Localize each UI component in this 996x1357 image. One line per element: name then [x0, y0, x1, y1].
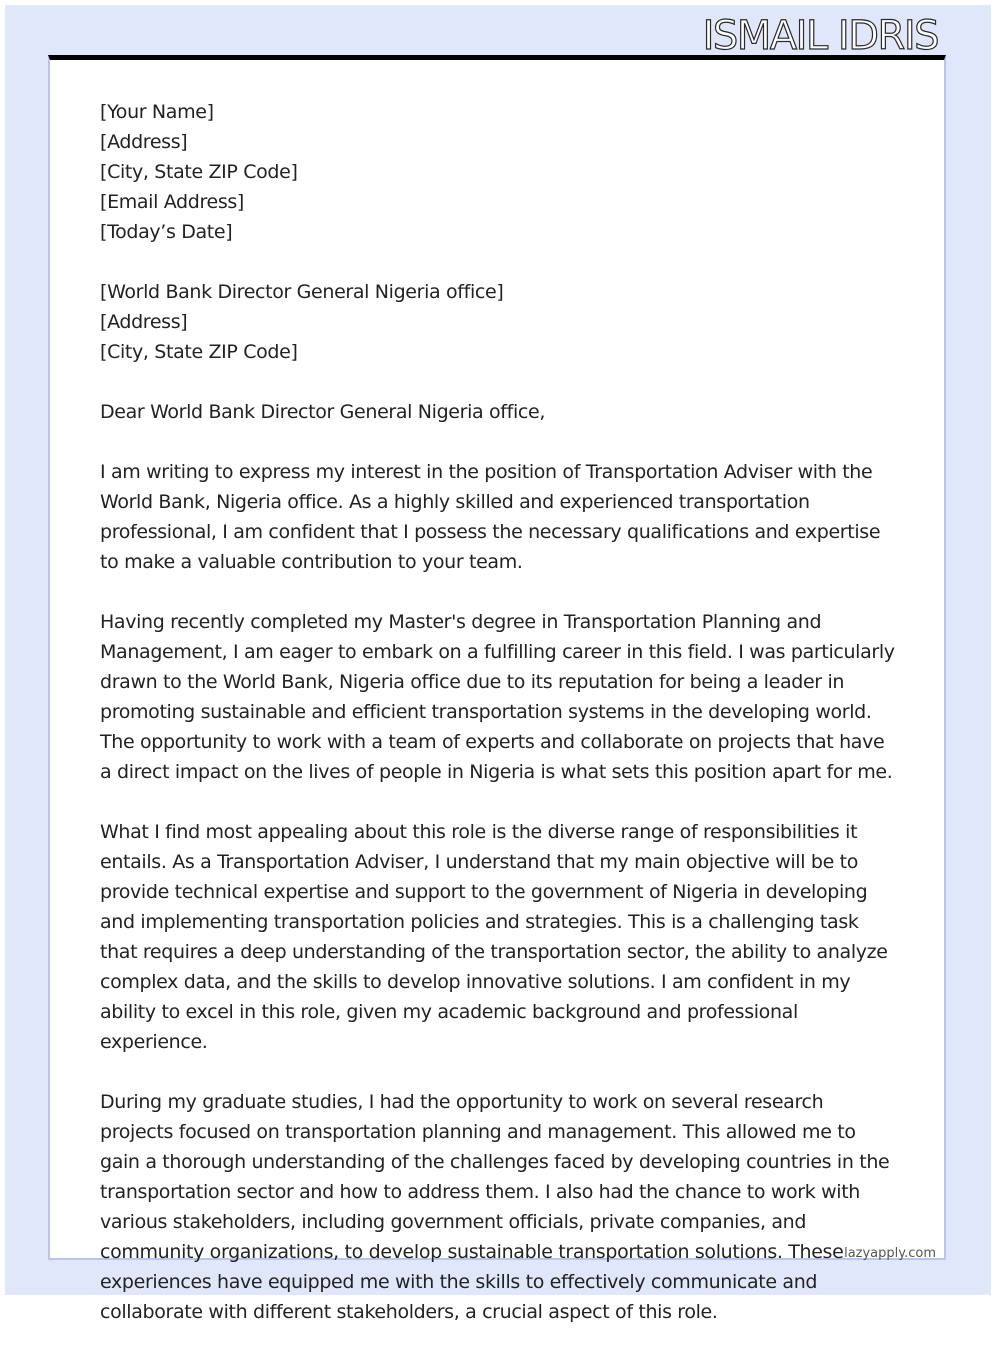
sender-address: [Address]	[100, 131, 188, 153]
recipient-address: [Address]	[100, 311, 188, 333]
body-paragraph: What I find most appealing about this role is the diverse range of responsibilities it entails. As a Transportation Adviser, I understand that my main objective will be to provide technical expertise and support to the government of Nigeria in developing and implementing transportation policies and strategies. This is a challenging task that requires a deep understanding of the transportation sector, the ability to analyze complex data, and the skills to develop innovative solutions. I am confident in my ability to excel in this role, given my academic background and professional experience.	[100, 821, 888, 1053]
body-paragraph: Having recently completed my Master's degree in Transportation Planning and Management, I am eager to embark on a fulfilling career in this field. I was particularly drawn to the World Bank, Nigeria office due to its reputation for being a leader in promoting sustainable and efficient transportation systems in the developing world. The opportunity to work with a team of experts and collaborate on projects that have a direct impact on the lives of people in Nigeria is what sets this position apart for me.	[100, 611, 895, 783]
sender-city-state-zip: [City, State ZIP Code]	[100, 161, 298, 183]
applicant-name-header: ISMAIL IDRIS	[702, 13, 938, 59]
sender-block	[100, 97, 896, 247]
lazyapply-watermark: lazyapply.com	[844, 1246, 936, 1261]
recipient-city-state-zip: [City, State ZIP Code]	[100, 341, 298, 363]
recipient-block	[100, 277, 896, 367]
body-paragraph: During my graduate studies, I had the opportunity to work on several research projects focused on transportation planning and management. This allowed me to gain a thorough understanding of the challenges faced by developing countries in the transportation sector and how to address them. I also had the chance to work with various stakeholders, including government officials, private companies, and community organizations, to develop sustainable transportation solutions. These experiences have equipped me with the skills to effectively communicate and collaborate with different stakeholders, a crucial aspect of this role.	[100, 1091, 890, 1323]
letter-date: [Today’s Date]	[100, 221, 233, 243]
sender-email: [Email Address]	[100, 191, 244, 213]
sender-name: [Your Name]	[100, 101, 214, 123]
body-paragraph: I am writing to express my interest in the position of Transportation Adviser with the World Bank, Nigeria office. As a highly skilled and experienced transportation professional, I am confident that I possess the necessary qualifications and expertise to make a valuable contribution to your team.	[100, 461, 881, 573]
cover-letter-body	[100, 97, 896, 1357]
salutation: Dear World Bank Director General Nigeria office,	[100, 401, 546, 423]
recipient-name: [World Bank Director General Nigeria office]	[100, 281, 504, 303]
